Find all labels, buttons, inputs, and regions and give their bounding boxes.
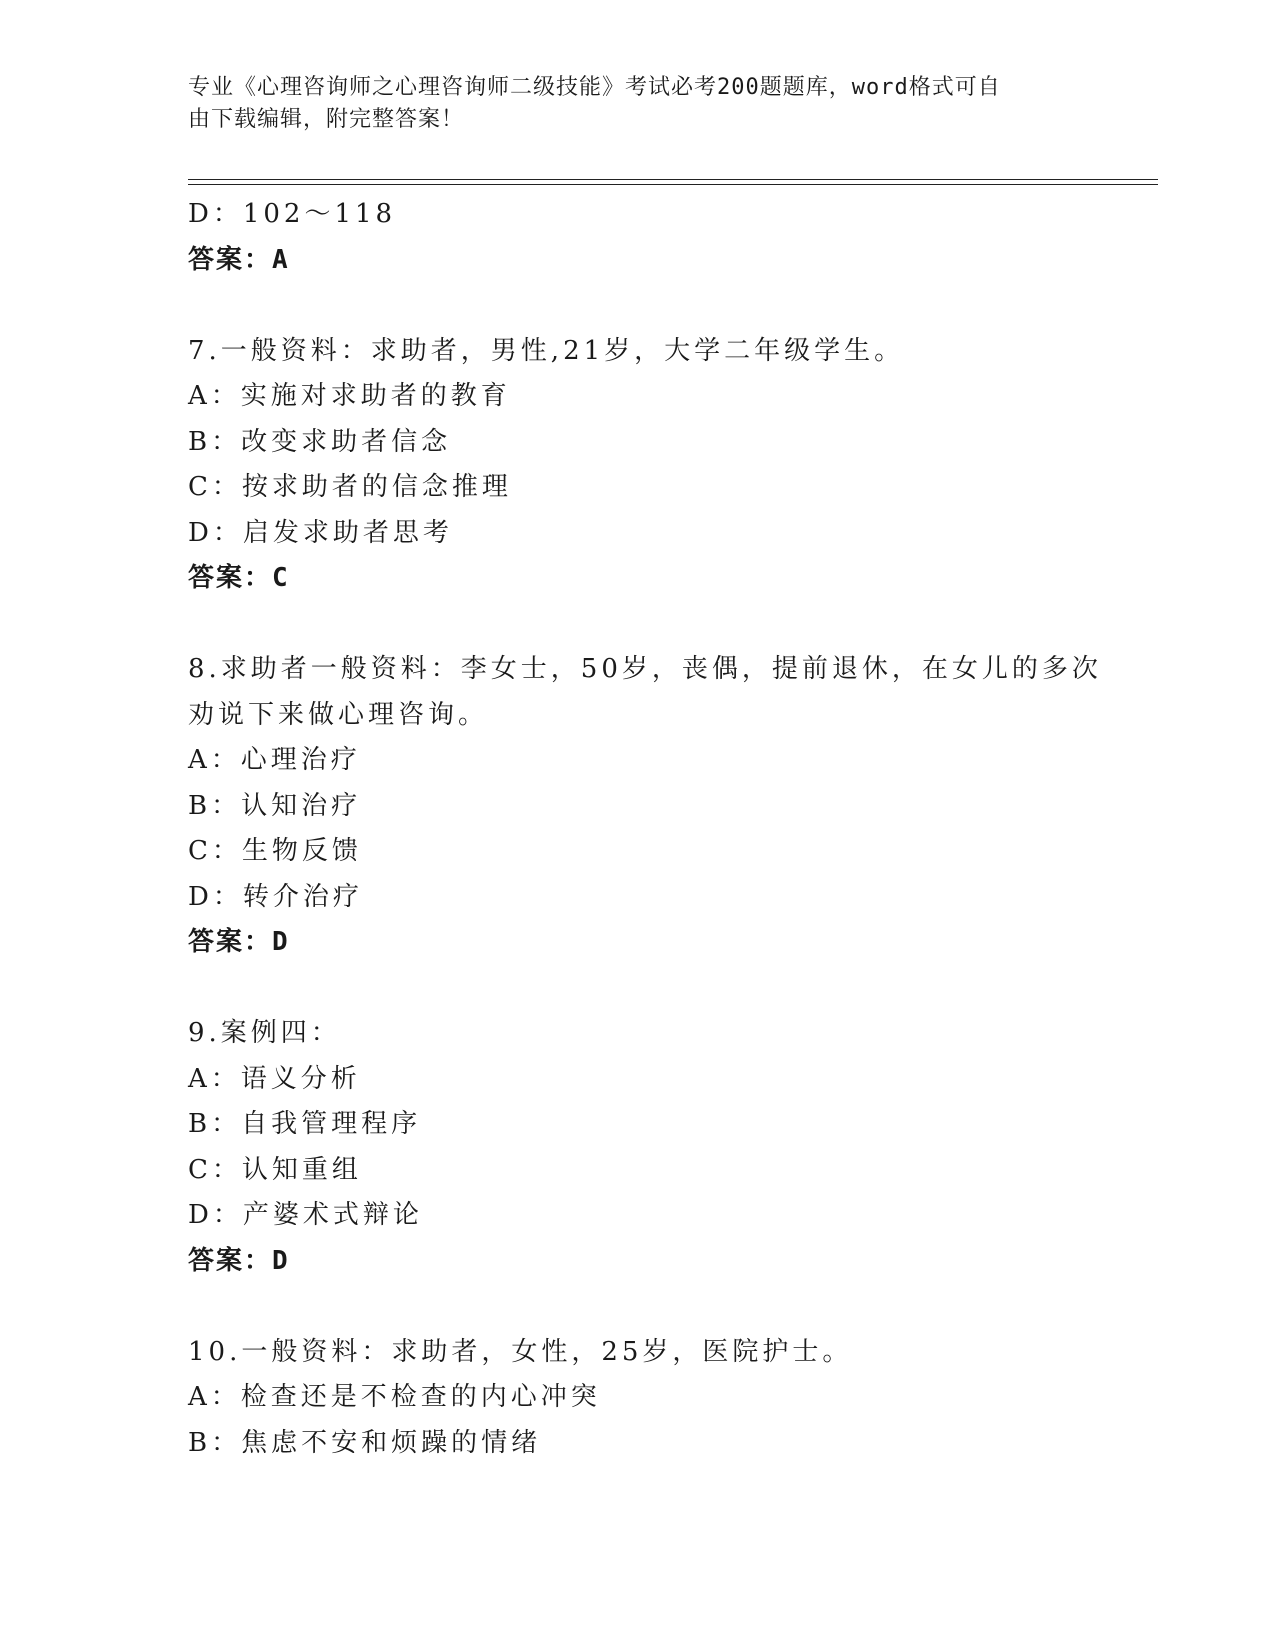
option-c: C：按求助者的信念推理 bbox=[188, 472, 512, 502]
option-a: A：实施对求助者的教育 bbox=[188, 381, 511, 411]
header-line-2: 由下载编辑，附完整答案！ bbox=[188, 107, 465, 132]
question-7 bbox=[188, 329, 1088, 602]
option-a: A：检查还是不检查的内心冲突 bbox=[188, 1382, 601, 1412]
question-8 bbox=[188, 647, 1102, 966]
option-b: B：认知治疗 bbox=[188, 790, 362, 821]
header-divider-top bbox=[188, 179, 1158, 180]
question-9 bbox=[188, 1011, 1088, 1284]
question-stem-line-1: 8.求助者一般资料：李女士，50岁，丧偶，提前退休，在女儿的多次 bbox=[188, 654, 1102, 684]
answer: 答案：A bbox=[188, 244, 290, 275]
option-b: B：自我管理程序 bbox=[188, 1109, 422, 1139]
option-d: D：产婆术式辩论 bbox=[188, 1200, 423, 1230]
answer: 答案：C bbox=[188, 563, 290, 593]
option-c: C：认知重组 bbox=[188, 1154, 362, 1185]
question-10 bbox=[188, 1330, 1088, 1467]
option-d: D：转介治疗 bbox=[188, 881, 363, 912]
question-stem: 7.一般资料：求助者，男性,21岁，大学二年级学生。 bbox=[188, 335, 905, 366]
header-line-1: 专业《心理咨询师之心理咨询师二级技能》考试必考200题题库，word格式可自 bbox=[188, 75, 1001, 100]
question-stem-line-2: 劝说下来做心理咨询。 bbox=[188, 699, 489, 730]
answer: 答案：D bbox=[188, 1245, 290, 1276]
question-stem: 10.一般资料：求助者，女性，25岁，医院护士。 bbox=[188, 1336, 853, 1367]
question-stem: 9.案例四： bbox=[188, 1018, 341, 1048]
option-b: B：改变求助者信念 bbox=[188, 426, 452, 457]
option-a: A：语义分析 bbox=[188, 1063, 361, 1094]
option-c: C：生物反馈 bbox=[188, 836, 362, 866]
option-b: B：焦虑不安和烦躁的情绪 bbox=[188, 1427, 542, 1458]
answer: 答案：D bbox=[188, 927, 290, 957]
option-d: D：启发求助者思考 bbox=[188, 517, 453, 548]
option-a: A：心理治疗 bbox=[188, 745, 361, 775]
header-divider-bottom bbox=[188, 184, 1158, 185]
document-header bbox=[188, 72, 1068, 136]
question-6-continuation bbox=[188, 192, 1088, 283]
question-list bbox=[188, 192, 1102, 1466]
option-d: D：102～118 bbox=[188, 199, 397, 229]
